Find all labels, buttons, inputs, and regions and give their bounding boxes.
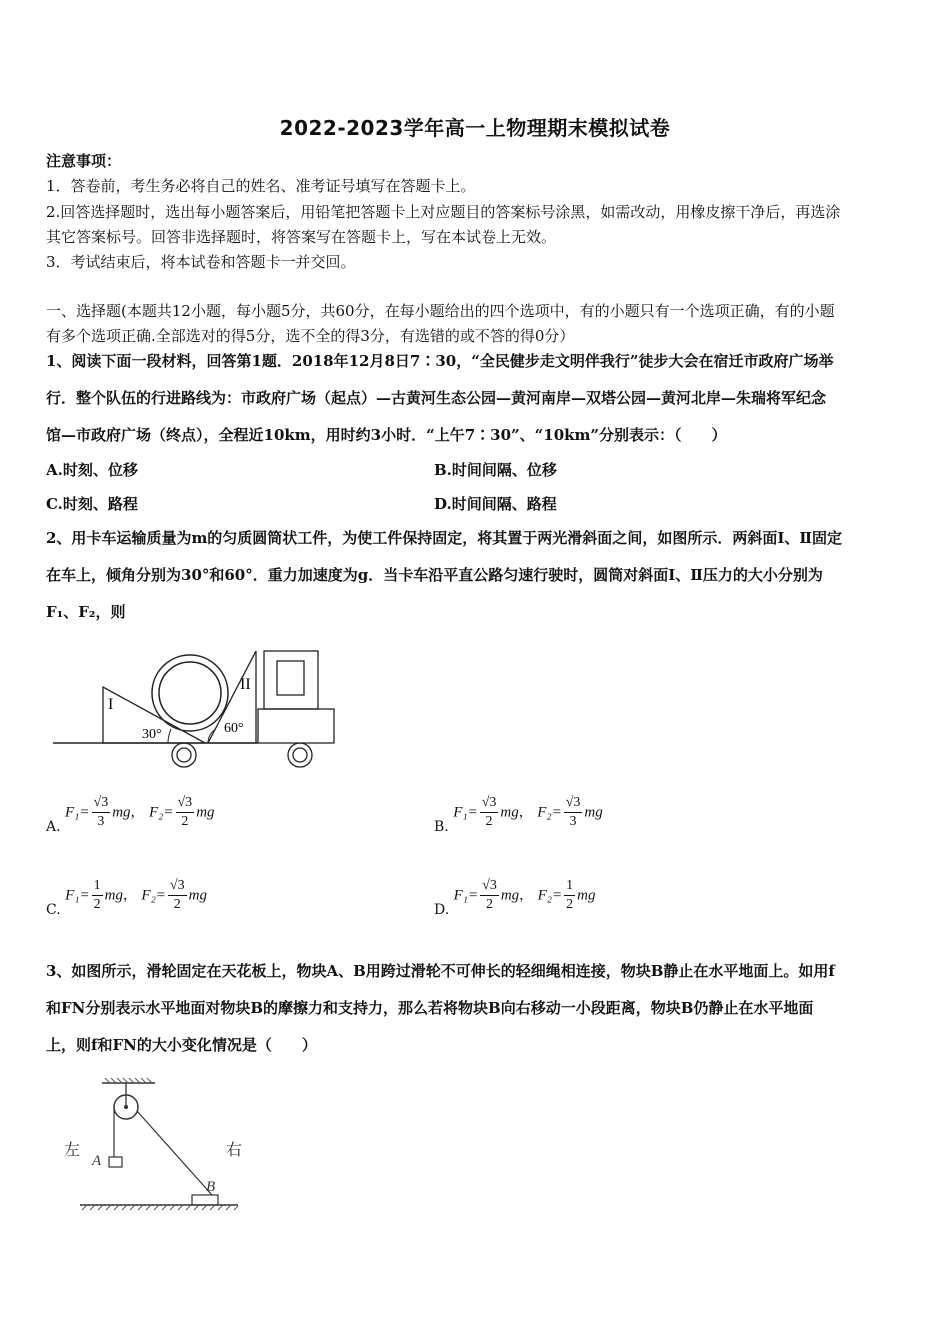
notice-item-1: 1．答卷前，考生务必将自己的姓名、准考证号填写在答题卡上。 bbox=[46, 177, 476, 195]
page-title: 2022-2023学年高一上物理期末模拟试卷 bbox=[279, 116, 671, 140]
q2-option-c-f1-fraction: $\frac{1}{2}$ bbox=[93, 878, 101, 912]
truck-window bbox=[277, 661, 304, 695]
q2-option-b[interactable]: B. F₁= $\frac{√3}{2}$ mg， F₂= $\frac{√3}{3}$ mg bbox=[434, 795, 603, 835]
angle-arc-30 bbox=[168, 729, 171, 743]
q2-option-c[interactable]: C. F₁= $\frac{1}{2}$ mg， F₂= $\frac{√3}{2}$ mg bbox=[46, 878, 207, 918]
q2-option-b-letter: B. bbox=[434, 818, 449, 835]
q2-option-a-letter: A. bbox=[46, 818, 61, 835]
q1-option-b[interactable]: B.时间间隔、位移 bbox=[434, 461, 557, 479]
q2-option-a[interactable]: A. F₁= $\frac{√3}{3}$ mg， F₂= $\frac{√3}{2}$ mg bbox=[46, 795, 215, 835]
notice-item-2-line-1: 2.回答选择题时，选出每小题答案后，用铅笔把答题卡上对应题目的答案标号涂黑，如需改动，用橡皮擦干净后，再选涂 bbox=[46, 203, 841, 221]
q3-line-3: 上，则f和FN的大小变化情况是（ ） bbox=[46, 1036, 317, 1054]
front-wheel-outer bbox=[288, 743, 312, 767]
q1-option-c[interactable]: C.时刻、路程 bbox=[46, 495, 138, 513]
cylinder-outer bbox=[152, 655, 228, 731]
front-wheel-inner bbox=[293, 748, 307, 762]
block-a bbox=[109, 1157, 122, 1167]
q2-line-2: 在车上，倾角分别为30°和60°．重力加速度为g．当卡车沿平直公路匀速行驶时，圆筒对斜面I、Ⅱ压力的大小分别为 bbox=[46, 566, 823, 584]
q2-option-a-f1-fraction: $\frac{√3}{3}$ bbox=[93, 795, 109, 829]
q2-option-c-f2-fraction: $\frac{√3}{2}$ bbox=[169, 878, 185, 912]
q2-option-d-letter: D. bbox=[434, 901, 450, 918]
q1-option-a[interactable]: A.时刻、位移 bbox=[46, 461, 138, 479]
notice-item-2-line-2: 其它答案标号。回答非选择题时，将答案写在答题卡上，写在本试卷上无效。 bbox=[46, 228, 557, 246]
q2-option-a-f2-fraction: $\frac{√3}{2}$ bbox=[177, 795, 193, 829]
q1-line-1: 1、阅读下面一段材料，回答第1题．2018年12月8日7∶30，“全民健步走文明伴我行”徒步大会在宿迁市政府广场举 bbox=[46, 352, 834, 370]
notice-heading: 注意事项： bbox=[46, 152, 122, 170]
q2-option-d-f1-fraction: $\frac{√3}{2}$ bbox=[482, 878, 497, 912]
section-1-line-2: 有多个选项正确.全部选对的得5分，选不全的得3分，有选错的或不答的得0分） bbox=[46, 327, 575, 345]
q2-line-1: 2、用卡车运输质量为m的匀质圆筒状工件，为使工件保持固定，将其置于两光滑斜面之间，如图所示．两斜面I、Ⅱ固定 bbox=[46, 529, 842, 547]
section-1-line-1: 一、选择题(本题共12小题，每小题5分，共60分，在每小题给出的四个选项中，有的小题只有一个选项正确，有的小题 bbox=[46, 302, 835, 320]
right-label: 右 bbox=[226, 1140, 243, 1159]
q1-line-2: 行．整个队伍的行进路线为：市政府广场（起点）—古黄河生态公园—黄河南岸—双塔公园—黄河北岸—朱瑞将军纪念 bbox=[46, 389, 827, 407]
incline-2-label: II bbox=[240, 676, 251, 693]
angle-60-label: 60° bbox=[224, 721, 244, 736]
q1-option-d[interactable]: D.时间间隔、路程 bbox=[434, 495, 557, 513]
q2-option-a-f2-label: F₂= bbox=[149, 804, 174, 821]
q1-line-3: 馆—市政府广场（终点），全程近10km，用时约3小时．“上午7∶30”、“10km”分别表示：（ ） bbox=[46, 426, 727, 444]
q2-option-b-f1-fraction: $\frac{√3}{2}$ bbox=[481, 795, 497, 829]
q2-option-d[interactable]: D. F₁= $\frac{√3}{2}$ mg， F₂= $\frac{1}{2}$ mg bbox=[434, 878, 596, 918]
incline-1-label: I bbox=[108, 696, 114, 713]
block-b bbox=[192, 1195, 218, 1205]
q2-option-a-f1-label: F₁= bbox=[65, 804, 90, 821]
q3-line-1: 3、如图所示，滑轮固定在天花板上，物块A、B用跨过滑轮不可伸长的轻细绳相连接，物块B静止在水平地面上。如用f bbox=[46, 962, 835, 980]
q2-truck-figure bbox=[48, 645, 348, 775]
q2-option-d-f2-fraction: $\frac{1}{2}$ bbox=[566, 878, 574, 912]
notice-item-3: 3．考试结束后，将本试卷和答题卡一并交回。 bbox=[46, 253, 356, 271]
angle-30-label: 30° bbox=[142, 727, 162, 742]
pulley-axle bbox=[124, 1105, 128, 1109]
rope-to-b bbox=[137, 1111, 212, 1195]
q3-pulley-figure bbox=[60, 1075, 260, 1215]
rear-wheel-inner bbox=[177, 748, 191, 762]
left-label: 左 bbox=[64, 1140, 81, 1159]
truck-body bbox=[258, 709, 334, 743]
block-b-label: B bbox=[206, 1179, 216, 1195]
cylinder-inner bbox=[159, 662, 221, 724]
q2-option-b-f2-fraction: $\frac{√3}{3}$ bbox=[565, 795, 581, 829]
truck-cab bbox=[264, 651, 318, 709]
q3-line-2: 和FN分别表示水平地面对物块B的摩擦力和支持力，那么若将物块B向右移动一小段距离，物块B仍静止在水平地面 bbox=[46, 999, 814, 1017]
rear-wheel-outer bbox=[172, 743, 196, 767]
q2-line-3: F₁、F₂，则 bbox=[46, 603, 126, 621]
q2-option-c-letter: C. bbox=[46, 901, 61, 918]
block-a-label: A bbox=[92, 1153, 102, 1169]
